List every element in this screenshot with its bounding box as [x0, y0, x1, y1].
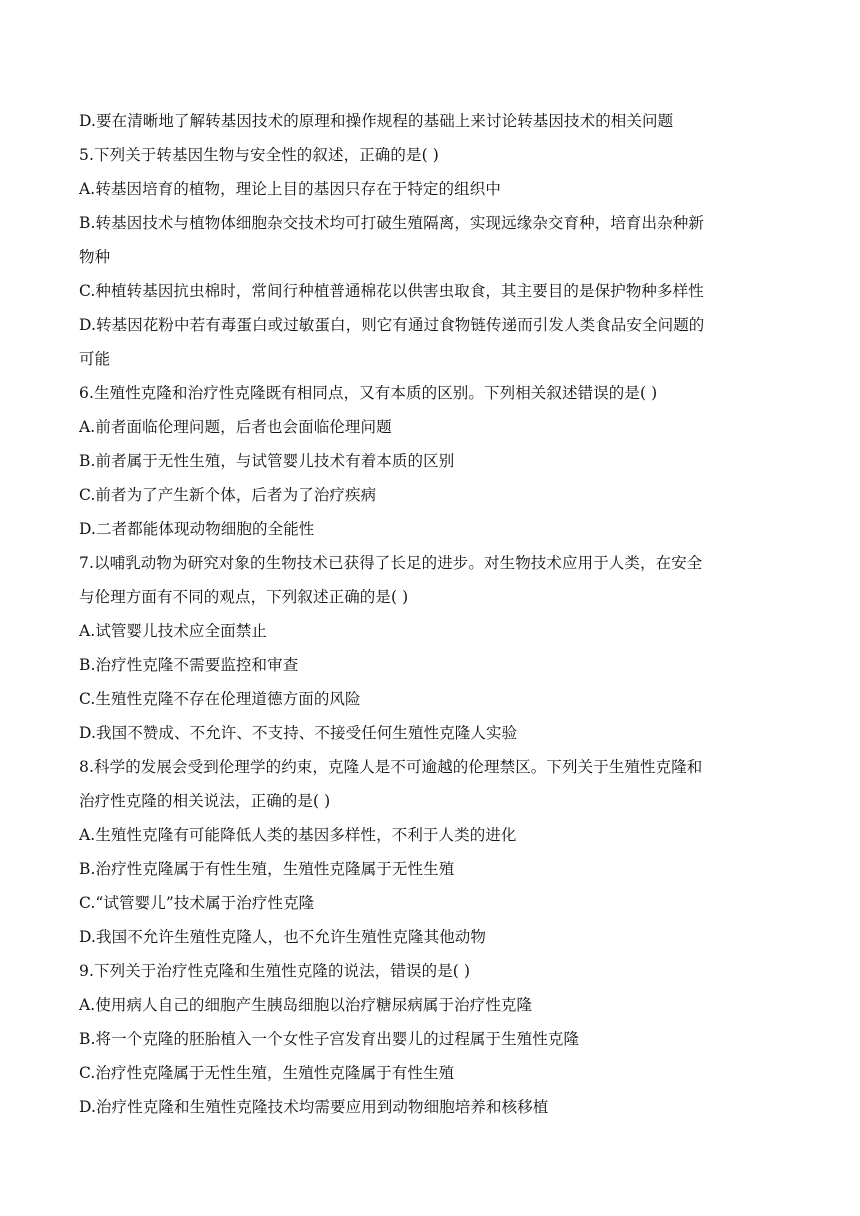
- question-6-option-c: C.前者为了产生新个体，后者为了治疗疾病: [79, 486, 377, 504]
- question-6-option-a: A.前者面临伦理问题，后者也会面临伦理问题: [79, 418, 392, 436]
- document-page: [79, 104, 779, 1124]
- question-5-option-b: B.转基因技术与植物体细胞杂交技术均可打破生殖隔离，实现远缘杂交育种，培育出杂种新: [79, 214, 704, 232]
- question-8-option-c: C.“试管婴儿”技术属于治疗性克隆: [79, 894, 315, 912]
- question-6-stem: 6.生殖性克隆和治疗性克隆既有相同点，又有本质的区别。下列相关叙述错误的是( ): [79, 384, 658, 402]
- question-8-option-d: D.我国不允许生殖性克隆人，也不允许生殖性克隆其他动物: [79, 928, 487, 946]
- question-5-stem: 5.下列关于转基因生物与安全性的叙述，正确的是( ): [79, 146, 439, 164]
- question-7-option-c: C.生殖性克隆不存在伦理道德方面的风险: [79, 690, 361, 708]
- question-6-option-d: D.二者都能体现动物细胞的全能性: [79, 520, 315, 538]
- question-5-option-a: A.转基因培育的植物，理论上目的基因只存在于特定的组织中: [79, 180, 501, 198]
- question-9-stem: 9.下列关于治疗性克隆和生殖性克隆的说法，错误的是( ): [79, 962, 471, 980]
- question-4-option-d: D.要在清晰地了解转基因技术的原理和操作规程的基础上来讨论转基因技术的相关问题: [79, 112, 674, 130]
- question-8-stem-cont: 治疗性克隆的相关说法，正确的是( ): [79, 792, 331, 810]
- question-7-option-a: A.试管婴儿技术应全面禁止: [79, 622, 267, 640]
- question-7-stem-cont: 与伦理方面有不同的观点，下列叙述正确的是( ): [79, 588, 409, 606]
- question-7-stem: 7.以哺乳动物为研究对象的生物技术已获得了长足的进步。对生物技术应用于人类，在安全: [79, 554, 703, 572]
- question-7-option-d: D.我国不赞成、不允许、不支持、不接受任何生殖性克隆人实验: [79, 724, 518, 742]
- question-6-option-b: B.前者属于无性生殖，与试管婴儿技术有着本质的区别: [79, 452, 455, 470]
- question-9-option-c: C.治疗性克隆属于无性生殖，生殖性克隆属于有性生殖: [79, 1064, 455, 1082]
- question-8-stem: 8.科学的发展会受到伦理学的约束，克隆人是不可逾越的伦理禁区。下列关于生殖性克隆和: [79, 758, 703, 776]
- question-8-option-b: B.治疗性克隆属于有性生殖，生殖性克隆属于无性生殖: [79, 860, 455, 878]
- question-5-option-c: C.种植转基因抗虫棉时，常间行种植普通棉花以供害虫取食，其主要目的是保护物种多样性: [79, 282, 704, 300]
- question-7-option-b: B.治疗性克隆不需要监控和审查: [79, 656, 299, 674]
- question-9-option-b: B.将一个克隆的胚胎植入一个女性子宫发育出婴儿的过程属于生殖性克隆: [79, 1030, 580, 1048]
- question-5-option-b-cont: 物种: [79, 248, 111, 266]
- question-5-option-d: D.转基因花粉中若有毒蛋白或过敏蛋白，则它有通过食物链传递而引发人类食品安全问题的: [79, 316, 705, 334]
- question-8-option-a: A.生殖性克隆有可能降低人类的基因多样性，不利于人类的进化: [79, 826, 517, 844]
- question-9-option-a: A.使用病人自己的细胞产生胰岛细胞以治疗糖尿病属于治疗性克隆: [79, 996, 533, 1014]
- question-9-option-d: D.治疗性克隆和生殖性克隆技术均需要应用到动物细胞培养和核移植: [79, 1098, 549, 1116]
- question-5-option-d-cont: 可能: [79, 350, 111, 368]
